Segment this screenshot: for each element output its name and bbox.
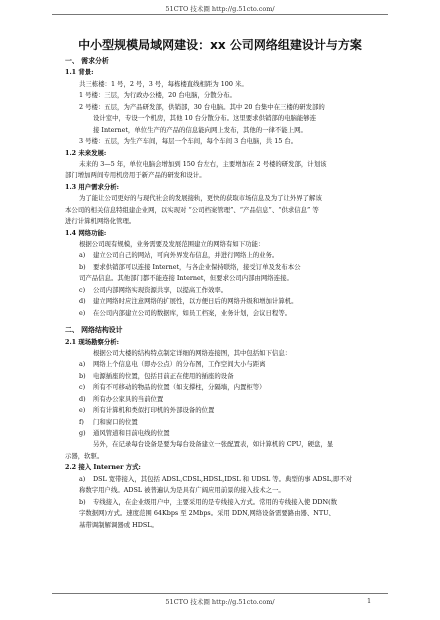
section-heading: 一、 需求分析 xyxy=(65,57,109,65)
text-line: 未来的 3—5 年，单位电脑会增加到 150 台左右，主要增加在 2 号楼的研发部，计划该 xyxy=(79,159,327,168)
list-item-text: 所有不可移动的物品的位置（如支撑柱，分隔墙，内置柜等） xyxy=(93,383,266,392)
list-marker: e) xyxy=(79,406,86,415)
list-item xyxy=(65,296,375,307)
text-line: 基带调制解调器或 HDSL。 xyxy=(79,520,158,529)
document-body xyxy=(65,36,375,531)
list-item-text: 网络上个信息电（即办公点）的分布图，工作空间大小与距离 xyxy=(93,360,266,369)
list-item-text: 公司内部网络实现资源共享，以提高工作效率。 xyxy=(93,285,228,294)
list-marker: c) xyxy=(79,285,86,294)
list-marker: d) xyxy=(79,297,86,306)
footer-divider xyxy=(52,593,388,594)
list-marker: d) xyxy=(79,394,86,403)
list-marker: a) xyxy=(79,474,86,483)
list-item xyxy=(65,285,375,296)
list-item xyxy=(65,428,375,439)
list-item xyxy=(65,417,375,428)
list-item-text: 所有办公家具的当前位置 xyxy=(93,394,164,403)
page-footer: 51CTO 技术圈 http://g.51cto.com/ xyxy=(165,598,275,606)
text-line: 进行计算机网络化管理。 xyxy=(65,217,136,226)
text-line: 字数据网)方式。速度范围 64Kbps 至 2Mbps。采用 DDN,网络设备需要路由器、NTU、 xyxy=(79,509,335,518)
text-line: 根据公司现有规模，业务需要及发展范围建立的网络有如下功能： xyxy=(79,240,265,248)
list-marker: b) xyxy=(79,497,86,506)
text-line: 示器，软驱。 xyxy=(65,451,104,460)
list-marker: a) xyxy=(79,360,86,369)
list-item xyxy=(65,250,375,261)
list-item xyxy=(65,497,375,508)
subsection-heading: 2.2 接入 Interner 方式: xyxy=(65,463,141,472)
text-line: 接 Internet，单位生产的产品的信息能向网上发布，其他的一律不能上网。 xyxy=(93,125,307,134)
list-item-text: 建立公司自己的网站，可向外界发布信息，并进行网络上的业务。 xyxy=(93,251,279,260)
list-marker: f) xyxy=(79,417,84,426)
list-item-text: 建立网络时应注意网络的扩展性，以方便日后的网络升级和增加计算机。 xyxy=(93,297,298,306)
list-item xyxy=(65,405,375,416)
list-item xyxy=(65,371,375,382)
text-line: 共三栋楼：1 号，2 号，3 号，每栋楼直线相距为 100 米。 xyxy=(79,79,248,88)
subsection-heading: 2.1 现场勘察分析: xyxy=(65,337,120,346)
text-line: 司产品信息。其他部门都不能连接 Internet，但要求公司内部由网络连接。 xyxy=(79,274,293,283)
text-line: 设计室中，专设一个机房，其他 10 台分散分布。这里要求供销部的电脑能够连 xyxy=(93,114,317,123)
page-header: 51CTO 技术圈 http://g.51cto.com/ xyxy=(165,5,275,13)
text-line: 部门增加两间专用机房用于新产品的研发和设计。 xyxy=(65,171,206,180)
list-marker: g) xyxy=(79,429,86,437)
list-item xyxy=(65,359,375,370)
list-item-text: 门和窗口的位置 xyxy=(93,417,138,426)
list-marker: c) xyxy=(79,383,86,392)
subsection-heading: 1.2 未来发展: xyxy=(65,148,107,157)
list-item-text: DSL 宽带接入，其包括 ADSL,CDSL,HDSL,IDSL 和 UDSL 等。典型的事 ADSL,即不对 xyxy=(93,474,353,483)
list-item-text: 在公司内部建立公司的数据库，如员工档案，业务计划，会议日程等。 xyxy=(93,308,292,317)
list-item xyxy=(65,308,375,319)
text-line: 3 号楼：五层，为生产车间，每层一个车间，每个车间 3 台电脑，共 15 台。 xyxy=(79,137,298,146)
subsection-heading: 1.4 网络功能: xyxy=(65,228,107,237)
list-item-text: 通风管道和目前电线的位置 xyxy=(93,429,170,437)
document-title: 中小型规模局域网建设：xx 公司网络组建设计与方案 xyxy=(78,38,362,52)
page-number: 1 xyxy=(367,597,372,605)
list-marker: a) xyxy=(79,251,86,260)
text-line: 根据公司大楼的结构特点制定详细的网络连接图，其中包括如下信息： xyxy=(93,348,292,357)
text-line: 另外，在记录每台设备是要为每台设备建立一张配置表，如计算机的 CPU，硬盘，显 xyxy=(93,440,334,449)
list-marker: e) xyxy=(79,308,86,317)
text-line: 1 号楼：三层，为行政办公楼，20 台电脑，分散分布。 xyxy=(79,91,236,100)
text-line: 为了能让公司更好的与现代社会的发展接轨，更快的获取市场信息及为了让外界了解该 xyxy=(79,194,322,203)
text-line: 2 号楼：五层，为产品研发部，供销部，30 台电脑。其中 20 台集中在三楼的研发部的 xyxy=(79,102,325,111)
section-heading: 二、 网络结构设计 xyxy=(65,326,123,335)
list-item xyxy=(65,382,375,393)
header-divider xyxy=(52,14,388,15)
text-line: 本公司的相关信息特组建企业网，以实现对 “公司档案管理”、“产品信息”、“供求信息” 等 xyxy=(65,205,319,214)
list-marker: b) xyxy=(79,371,86,380)
list-item-text: 专线接入，在企业级用户中，主要采用的是专线接入方式。常用的专线接入使 DDN(数 xyxy=(93,497,338,506)
subsection-heading: 1.3 用户需求分析: xyxy=(65,182,120,191)
list-item xyxy=(65,474,375,485)
list-item-text: 要求供销部可以连接 Internet，与各企业保持联络，接受订单及发布本公 xyxy=(93,262,301,271)
list-item xyxy=(65,394,375,405)
list-marker: b) xyxy=(79,262,86,271)
text-lines xyxy=(65,56,375,531)
text-line: 称数字用户线。ADSL 被普遍认为是具有广阔应用前景的接入技术之一。 xyxy=(79,486,285,495)
list-item xyxy=(65,262,375,273)
subsection-heading: 1.1 背景: xyxy=(65,68,94,77)
list-item-text: 所有计算机和类似打印机的外部设备的位置 xyxy=(93,406,215,415)
list-item-text: 电源插座的位置，包括目前正在使用的插座的设备 xyxy=(93,371,234,380)
